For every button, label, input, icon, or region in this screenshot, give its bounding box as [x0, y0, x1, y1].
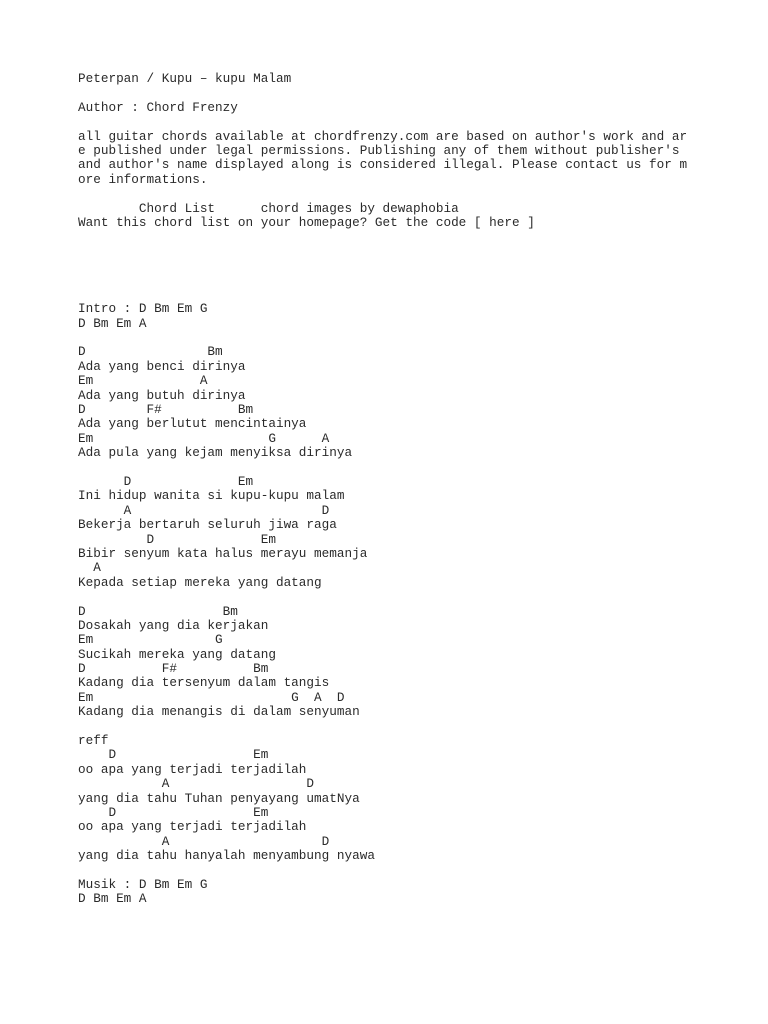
lyric-line: Kadang dia tersenyum dalam tangis [78, 675, 330, 691]
chord-line: D Bm [78, 603, 238, 619]
legal-notice [78, 130, 758, 188]
chord-line: Em A [78, 373, 208, 389]
lyric-line: Bekerja bertaruh seluruh jiwa raga [78, 517, 337, 533]
chord-line: A D [78, 776, 315, 792]
song-title: Peterpan / Kupu – kupu Malam [78, 71, 292, 86]
lyric-line: yang dia tahu hanyalah menyambung nyawa [78, 848, 375, 864]
lyric-line: Bibir senyum kata halus merayu memanja [78, 545, 368, 561]
verse-3 [78, 605, 758, 720]
lyric-line: Ada yang butuh dirinya [78, 387, 246, 403]
lyric-line: Kadang dia menangis di dalam senyuman [78, 704, 360, 720]
chord-line: D Em [78, 804, 269, 820]
musik-line: Musik : D Bm Em G [78, 876, 208, 892]
section-label: reff [78, 733, 109, 749]
musik-section [78, 878, 758, 907]
lyric-line: Ada yang berlutut mencintainya [78, 416, 307, 432]
lyric-line: Kepada setiap mereka yang datang [78, 574, 322, 590]
notice-line: all guitar chords available at chordfrenzy.com are based on author's work and ar [78, 128, 688, 144]
lyric-line: Ada pula yang kejam menyiksa dirinya [78, 445, 353, 461]
author-line: Author : Chord Frenzy [78, 99, 238, 115]
chord-line: Em G A [78, 430, 330, 446]
verse-1 [78, 345, 758, 460]
chord-line: Em G [78, 632, 223, 648]
notice-line: ore informations. [78, 171, 208, 187]
intro-section [78, 302, 758, 331]
chord-line: D F# Bm [78, 661, 269, 677]
chord-line: A [78, 560, 101, 576]
intro-line: D Bm Em A [78, 315, 147, 331]
lyric-line: Ada yang benci dirinya [78, 358, 246, 374]
notice-line: and author's name displayed along is considered illegal. Please contact us for m [78, 157, 688, 173]
chord-list-line[interactable]: Chord List chord images by dewaphobia [78, 200, 459, 216]
lyric-line: Sucikah mereka yang datang [78, 646, 276, 662]
chord-line: Em G A D [78, 689, 345, 705]
lyric-line: oo apa yang terjadi terjadilah [78, 761, 307, 777]
lyric-line: yang dia tahu Tuhan penyayang umatNya [78, 790, 360, 806]
get-code-link[interactable]: Want this chord list on your homepage? Get the code [ here ] [78, 214, 535, 230]
lyric-line: Ini hidup wanita si kupu-kupu malam [78, 488, 345, 504]
chord-sheet-page [78, 72, 758, 907]
chord-line: A D [78, 502, 330, 518]
verse-2 [78, 475, 758, 590]
chord-line: D Em [78, 531, 276, 547]
chord-line: D F# Bm [78, 402, 254, 418]
lyric-line: Dosakah yang dia kerjakan [78, 617, 269, 633]
chord-line: D Bm [78, 344, 223, 360]
lyric-line: oo apa yang terjadi terjadilah [78, 819, 307, 835]
chord-line: D Em [78, 747, 269, 763]
notice-line: e published under legal permissions. Publishing any of them without publisher's [78, 142, 680, 158]
chord-line: A D [78, 833, 330, 849]
musik-line: D Bm Em A [78, 891, 147, 907]
intro-line: Intro : D Bm Em G [78, 301, 208, 317]
reff-section [78, 734, 758, 864]
chord-line: D Em [78, 473, 254, 489]
